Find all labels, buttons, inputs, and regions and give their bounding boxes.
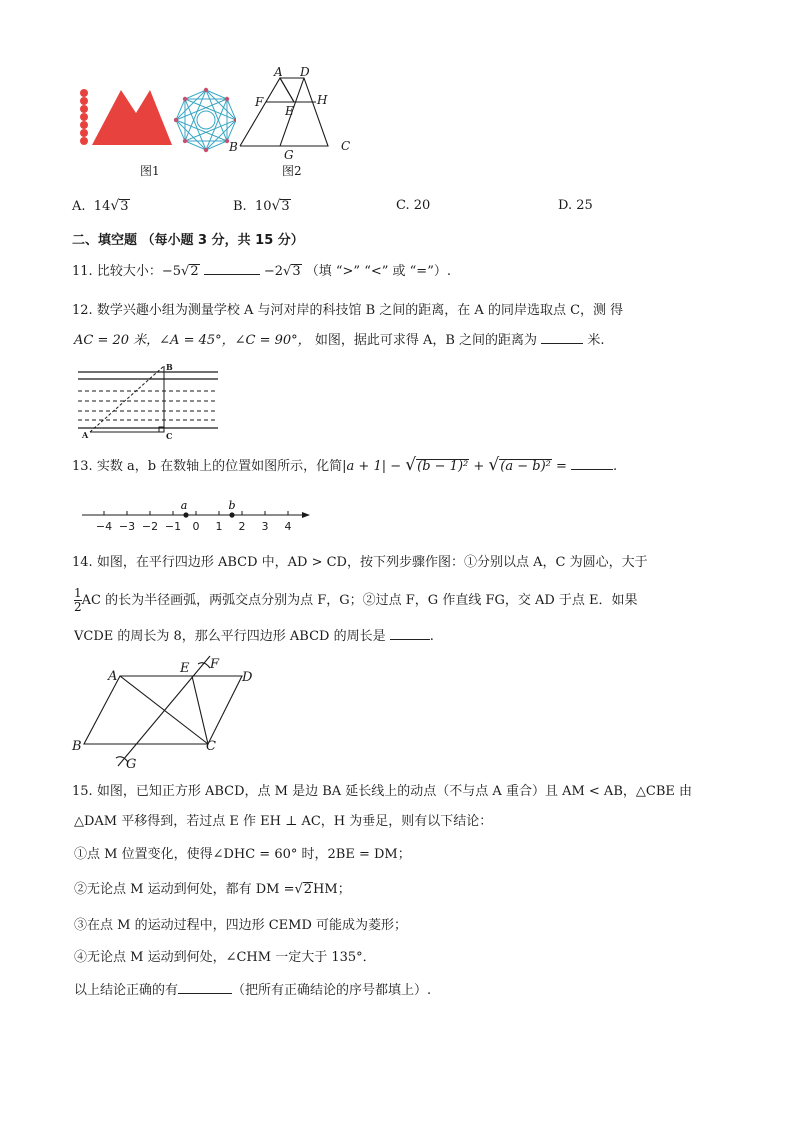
fraction-one-half: $\frac{1}{2}$ xyxy=(74,586,82,614)
tick-label: 3 xyxy=(261,520,269,533)
option-c[interactable]: C. 20 xyxy=(396,198,431,213)
fig14-label-F: F xyxy=(210,657,220,672)
fig2-label-F: F xyxy=(255,95,264,109)
figure-2-graphic xyxy=(228,66,358,166)
question-14-figure xyxy=(70,654,270,774)
question-12-line1: 12. 数学兴趣小组为测量学校 A 与河对岸的科技馆 B 之间的距离，在 A 的同岸选取点 C，测 得 xyxy=(72,303,624,318)
fig12-label-C: C xyxy=(166,431,173,441)
fig14-label-G: G xyxy=(126,757,137,772)
tick-label: 0 xyxy=(192,520,200,533)
answer-blank-11[interactable] xyxy=(204,274,260,275)
option-d[interactable]: D. 25 xyxy=(558,198,593,213)
fig2-label-B: B xyxy=(229,140,238,154)
conclusion-3: ③在点 M 的运动过程中，四边形 CEMD 可能成为菱形； xyxy=(74,918,408,933)
option-b[interactable]: B. 10√3 xyxy=(233,198,290,214)
fig2-label-D: D xyxy=(300,66,310,79)
point-b xyxy=(229,512,234,517)
number-line-graphic xyxy=(78,496,318,536)
question-15-line2: △DAM 平移得到，若过点 E 作 EH ⊥ AC，H 为垂足，则有以下结论： xyxy=(74,814,493,829)
figure-2 xyxy=(228,66,358,166)
tick-label: −4 xyxy=(95,520,113,533)
answer-blank-13[interactable] xyxy=(571,469,613,470)
option-a[interactable]: A. 14√3 xyxy=(72,198,129,214)
question-14-line1: 14. 如图，在平行四边形 ABCD 中，AD > CD，按下列步骤作图：①分别以点 A，C 为圆心，大于 xyxy=(72,555,648,570)
question-13: 13. 实数 a，b 在数轴上的位置如图所示，化简|a + 1| − √(b − 1)² + √(a − b)² = . xyxy=(72,455,618,475)
figure-2-caption: 图2 xyxy=(282,164,302,178)
question-11: 11. 比较大小：−5√2 −2√3 （填 “>” “<” 或 “=”）. xyxy=(72,264,451,279)
figure-1 xyxy=(76,85,236,155)
fig2-label-G: G xyxy=(284,148,294,162)
fig2-label-A: A xyxy=(274,66,283,79)
tick-label: 2 xyxy=(238,520,246,533)
point-a xyxy=(183,512,188,517)
question-12-figure xyxy=(74,362,224,442)
point-a-label: a xyxy=(180,499,188,512)
question-15-line1: 15. 如图，已知正方形 ABCD，点 M 是边 BA 延长线上的动点（不与点 A 重合）且 AM < AB，△CBE 由 xyxy=(72,784,692,799)
river-figure xyxy=(74,362,224,442)
conclusion-1: ①点 M 位置变化，使得∠DHC = 60° 时，2BE = DM； xyxy=(74,847,411,862)
fig14-label-B: B xyxy=(72,739,82,754)
answer-blank-14[interactable] xyxy=(390,639,430,640)
fig2-label-H: H xyxy=(317,93,328,107)
fig2-label-E: E xyxy=(285,104,294,118)
figure-1-caption: 图1 xyxy=(140,164,160,178)
question-14-line3: VCDE 的周长为 8，那么平行四边形 ABCD 的周长是 . xyxy=(74,629,434,644)
tick-label: −2 xyxy=(141,520,159,533)
figure-1-graphic xyxy=(76,85,236,155)
fig14-label-D: D xyxy=(242,670,253,685)
fig14-label-E: E xyxy=(180,661,190,676)
point-b-label: b xyxy=(228,499,236,512)
question-12-line2: AC = 20 米，∠A = 45°，∠C = 90°， 如图，据此可求得 A，B 之间的距离为 米. xyxy=(74,333,605,348)
conclusion-2: ②无论点 M 运动到何处，都有 DM =√2HM； xyxy=(74,882,351,897)
fig14-label-A: A xyxy=(108,669,118,684)
answer-blank-12[interactable] xyxy=(541,343,583,344)
section-title: 二、填空题 （每小题 3 分，共 15 分） xyxy=(72,233,304,248)
question-15-answer: 以上结论正确的有 （把所有正确结论的序号都填上）. xyxy=(74,983,432,998)
tick-label: −1 xyxy=(164,520,182,533)
tick-label: 4 xyxy=(284,520,292,533)
fig14-label-C: C xyxy=(206,739,216,754)
tick-label: 1 xyxy=(215,520,223,533)
answer-blank-15[interactable] xyxy=(178,993,232,994)
fig12-label-B: B xyxy=(166,362,173,372)
tick-label: −3 xyxy=(118,520,136,533)
fig2-label-C: C xyxy=(341,139,351,153)
fig12-label-A: A xyxy=(82,430,89,440)
conclusion-4: ④无论点 M 运动到何处，∠CHM 一定大于 135°． xyxy=(74,950,376,965)
number-line xyxy=(78,496,318,536)
question-14-line2: $\frac{1}{2}$ AC 的长为半径画弧，两弧交点分别为点 F，G；②过点 F，G 作直线 FG，交 AD 于点 E．如果 xyxy=(74,586,638,614)
parallelogram-figure xyxy=(70,654,270,774)
